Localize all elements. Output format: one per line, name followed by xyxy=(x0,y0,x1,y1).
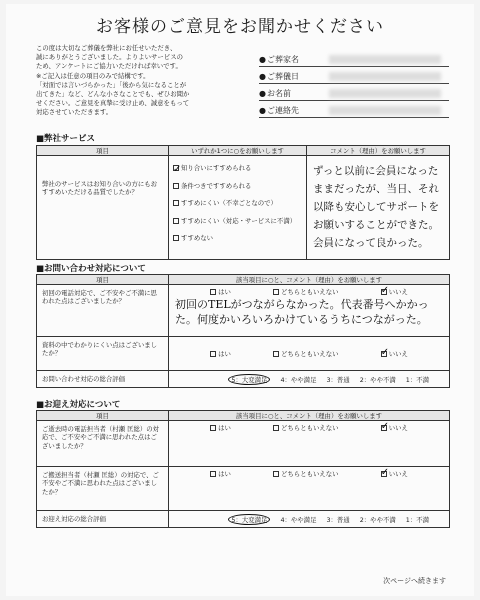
service-comment-handwritten: ずっと以前に会員になったままだったが、当日、それ以降も安心してサポートをお願いすることができた。会員になって良かった。 xyxy=(307,156,450,260)
option-neutral[interactable]: どちらともいえない xyxy=(273,287,339,296)
yes-no-options xyxy=(169,285,449,296)
question-recommend: 弊社のサービスはお知り合いの方にもおすすめいただける品質でしたか？ xyxy=(37,156,169,260)
question-first-call: 初回の電話対応で、ご不安やご不満に思われた点はございましたか？ xyxy=(37,285,169,337)
info-label: ご連絡先 xyxy=(267,105,299,115)
info-label: ご葬儀日 xyxy=(267,71,299,81)
option-yes[interactable]: はい xyxy=(210,349,231,358)
transport-answer xyxy=(169,467,450,511)
option-no[interactable]: ✓ いいえ xyxy=(381,287,408,296)
rating-option[interactable]: 2：やや不満 xyxy=(359,375,396,384)
option-hard-unfortunate[interactable]: すすめにくい（不幸ごとなので） xyxy=(169,195,306,213)
question-inquiry-overall: お問い合わせ対応の総合評価 xyxy=(37,371,169,388)
option-no[interactable]: ✓ いいえ xyxy=(381,423,408,432)
first-call-comment-handwritten: 初回のTELがつながらなかった。代表番号へかかった。何度かいろいろかけているうちにつながった。 xyxy=(175,298,429,326)
option-yes[interactable]: はい xyxy=(210,423,231,432)
intro-line: 誠にありがとうございました。よりよいサービスの xyxy=(36,53,183,62)
rating-scale xyxy=(169,371,449,387)
pickup-rating xyxy=(169,511,450,528)
info-row-contact: ● ご連絡先 xyxy=(259,103,449,118)
rating-option-selected[interactable]: 5：大変満足 xyxy=(228,514,270,525)
checkbox[interactable] xyxy=(173,235,179,241)
yes-no-options xyxy=(169,337,449,358)
pickup-table xyxy=(36,410,450,528)
option-not-recommend[interactable]: すすめない xyxy=(169,230,306,248)
page-title: お客様のご意見をお聞かせください xyxy=(96,17,384,37)
option-neutral[interactable]: どちらともいえない xyxy=(273,349,339,358)
info-row-family: ● ご葬家名 xyxy=(259,52,449,67)
intro-line: せください。ご意見を真摯に受け止め、誠意をもって xyxy=(36,99,190,108)
col-comment: コメント（理由）をお願いします xyxy=(307,146,450,156)
info-row-date: ● ご葬儀日 xyxy=(259,69,449,84)
col-item: 項目 xyxy=(37,411,169,421)
intro-line: 「対面では言いづらかった」「後から気になることが xyxy=(36,80,187,89)
rating-option-selected[interactable]: 5：大変満足 xyxy=(228,374,270,385)
info-row-name: ● お名前 xyxy=(259,86,449,101)
death-call-answer xyxy=(169,421,450,467)
col-item: 項目 xyxy=(37,275,169,285)
question-pickup-overall: お迎え対応の総合評価 xyxy=(37,511,169,528)
checkbox-checked[interactable] xyxy=(173,165,179,171)
redacted-value xyxy=(329,89,441,98)
option-no[interactable]: ✓ いいえ xyxy=(381,469,408,478)
question-materials: 資料の中でわかりにくい点はございましたか？ xyxy=(37,337,169,371)
question-transport: ご搬送担当者（村瀬 匡総）の対応で、ご不安やご不満に思われた点はございましたか？ xyxy=(37,467,169,511)
inquiry-table xyxy=(36,274,450,388)
info-label: ご葬家名 xyxy=(267,54,299,64)
option-neutral[interactable]: どちらともいえない xyxy=(273,423,339,432)
first-call-answer xyxy=(169,285,450,337)
checkbox[interactable] xyxy=(173,218,179,224)
rating-scale xyxy=(169,511,449,527)
checkbox[interactable] xyxy=(173,200,179,206)
intro-line: この度は大切なご葬儀を弊社にお任せいただき、 xyxy=(36,44,177,52)
yes-no-options xyxy=(169,421,449,432)
redacted-value xyxy=(329,72,441,81)
option-neutral[interactable]: どちらともいえない xyxy=(273,469,339,478)
section-heading-service: ■弊社サービス xyxy=(36,134,96,144)
option-yes[interactable]: はい xyxy=(210,469,231,478)
intro-line: ※ご記入は任意の項目のみで結構です。 xyxy=(36,71,150,80)
redacted-value xyxy=(329,55,441,64)
continued-note: 次ページへ続きます xyxy=(383,577,446,585)
intro-text xyxy=(36,44,236,118)
option-hard-dissatisfied[interactable]: すすめにくい（対応・サービスに不満） xyxy=(169,213,306,231)
inquiry-rating xyxy=(169,371,450,388)
section-heading-pickup: ■お迎え対応について xyxy=(36,400,121,410)
question-death-call: ご逝去時の電話担当者（村瀬 匡総）の対応で、ご不安やご不満に思われた点はございましたか？ xyxy=(37,421,169,467)
redacted-value xyxy=(329,106,441,115)
service-table xyxy=(36,145,450,260)
rating-option[interactable]: 1：不満 xyxy=(405,375,429,384)
option-yes[interactable]: はい xyxy=(210,287,231,296)
col-item: 項目 xyxy=(37,146,169,156)
info-label: お名前 xyxy=(267,88,291,98)
intro-line: ため、アンケートにご協力いただければ幸いです。 xyxy=(36,62,182,71)
recommend-options xyxy=(169,156,307,260)
intro-line: 出てきた」など、どんな小さなことでも、ぜひお聞か xyxy=(36,90,190,99)
rating-option[interactable]: 2：やや不満 xyxy=(359,515,396,524)
rating-option[interactable]: 4：やや満足 xyxy=(280,375,317,384)
customer-info xyxy=(259,52,449,120)
rating-option[interactable]: 4：やや満足 xyxy=(280,515,317,524)
yes-no-options xyxy=(169,467,449,478)
col-choice: いずれか1つに○をお願いします xyxy=(169,146,307,156)
checkbox[interactable] xyxy=(173,183,179,189)
col-choice: 該当項目に○と、コメント（理由）をお願いします xyxy=(169,275,450,285)
section-heading-inquiry: ■お問い合わせ対応について xyxy=(36,264,146,274)
intro-line: 対応させていただきます。 xyxy=(36,108,113,117)
survey-page xyxy=(6,4,474,596)
col-choice: 該当項目に○と、コメント（理由）をお願いします xyxy=(169,411,450,421)
option-conditional[interactable]: 条件つきですすめられる xyxy=(169,178,306,196)
rating-option[interactable]: 3：普通 xyxy=(326,515,350,524)
option-no[interactable]: ✓ いいえ xyxy=(381,349,408,358)
rating-option[interactable]: 1：不満 xyxy=(405,515,429,524)
option-recommend[interactable]: ✓知り合いにすすめられる xyxy=(169,160,306,178)
materials-answer xyxy=(169,337,450,371)
rating-option[interactable]: 3：普通 xyxy=(326,375,350,384)
